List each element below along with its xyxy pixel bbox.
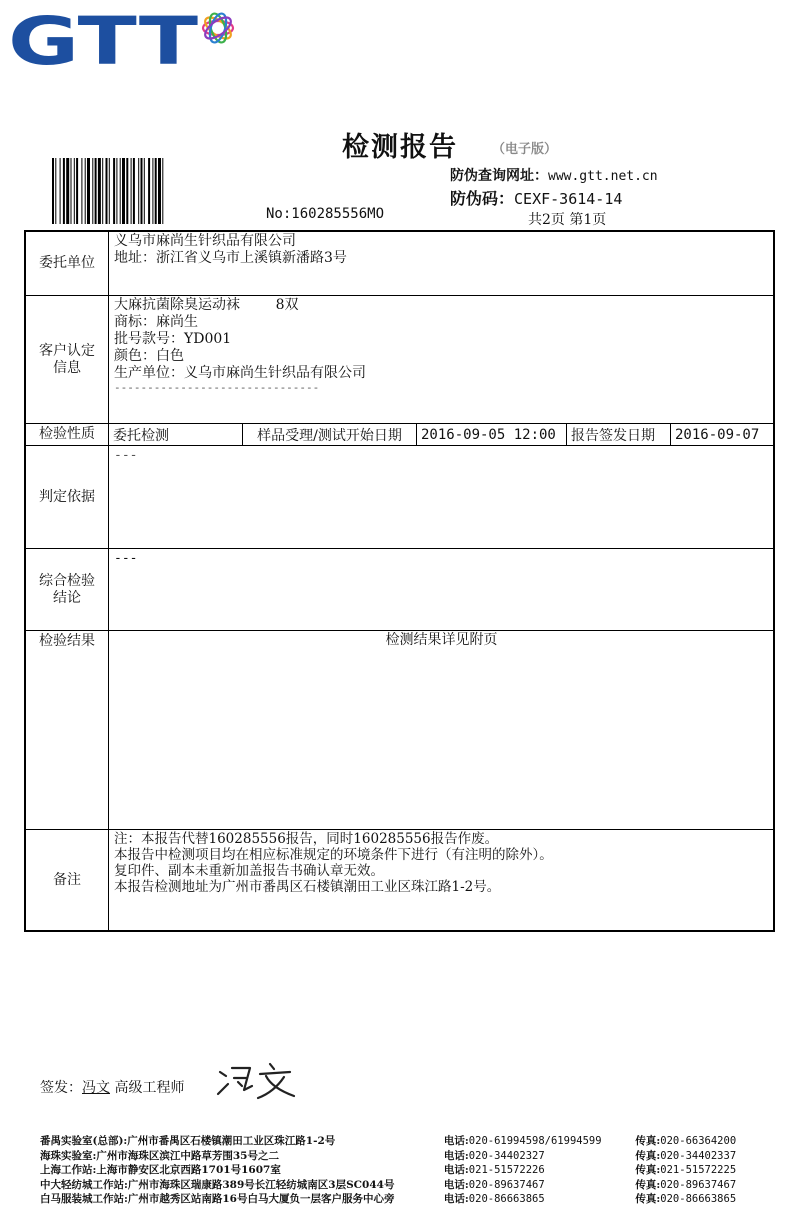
sample-date-value: 2016-09-05 12:00: [417, 424, 567, 445]
fax-value: 020-89637467: [660, 1178, 737, 1191]
verify-url-value[interactable]: www.gtt.net.cn: [548, 169, 658, 184]
tel-label: 电话:: [443, 1149, 469, 1162]
tel-value: 020-86663865: [468, 1193, 545, 1205]
office-name: 白马服装城工作站:广州市越秀区站南路16号白马大厦负一层客户服务中心旁: [40, 1193, 395, 1205]
edition-label: （电子版）: [492, 142, 558, 157]
client-address: 地址：浙江省义乌市上溪镇新潘路3号: [114, 250, 347, 266]
client-label: 委托单位: [26, 232, 109, 295]
tel-value: 020-89637467: [468, 1178, 545, 1191]
remark-line: 本报告检测地址为广州市番禺区石楼镇潮田工业区珠江路1-2号。: [114, 879, 501, 895]
report-table: [24, 230, 775, 932]
manufacturer-line: 生产单位：义乌市麻尚生针织品有限公司: [114, 365, 366, 381]
conclusion-row: [26, 549, 773, 631]
client-row: [26, 232, 773, 296]
basis-label: 判定依据: [26, 446, 109, 548]
remarks-row: [26, 830, 773, 930]
results-row: [26, 631, 773, 830]
nature-label: 检验性质: [26, 424, 109, 445]
info-dashes: -------------------------------: [114, 381, 320, 394]
issue-date-label: 报告签发日期: [567, 424, 671, 445]
fax-label: 传真:: [635, 1149, 661, 1162]
footer-row: [40, 1134, 780, 1149]
gtt-logo: [6, 6, 241, 68]
verify-code-value: CEXF-3614-14: [514, 190, 623, 208]
footer-row: [40, 1178, 780, 1193]
document-title: 检测报告: [342, 132, 458, 163]
report-number: No:160285556MO: [266, 206, 385, 222]
footer-row: [40, 1192, 780, 1207]
basis-value: ---: [114, 448, 138, 463]
client-content: [114, 233, 769, 267]
conclusion-value: ---: [114, 551, 138, 566]
fax-value: 020-66364200: [660, 1135, 737, 1147]
office-name: 中大轻纺城工作站:广州市海珠区瑞康路389号长江轻纺城南区3层SC044号: [40, 1178, 395, 1191]
tel-label: 电话:: [443, 1178, 469, 1191]
nature-value: 委托检测: [109, 424, 243, 445]
basis-row: [26, 446, 773, 549]
tel-value: 020-61994598/61994599: [468, 1135, 602, 1147]
office-name: 上海工作站:上海市静安区北京西路1701号1607室: [40, 1164, 281, 1176]
remark-line: 复印件、副本未重新加盖报告书确认章无效。: [114, 863, 384, 879]
tel-value: 020-34402327: [468, 1149, 545, 1162]
customer-info-row: [26, 296, 773, 424]
customer-info-content: [114, 297, 769, 394]
sample-date-label: 样品受理/测试开始日期: [243, 424, 417, 445]
signature-line: [40, 1077, 184, 1097]
verify-url-label: 防伪查询网址：: [450, 168, 548, 184]
page-count: 共2页 第1页: [528, 212, 607, 228]
signer-title: 高级工程师: [114, 1080, 185, 1096]
tel-label: 电话:: [443, 1193, 469, 1205]
signature-label: 签发：: [40, 1080, 82, 1096]
conclusion-label: 综合检验结论: [26, 549, 109, 630]
product-line: 大麻抗菌除臭运动袜 8双: [114, 297, 299, 313]
verify-code-line: [450, 186, 622, 209]
fax-label: 传真:: [635, 1164, 661, 1176]
office-name: 海珠实验室:广州市海珠区滨江中路草芳围35号之二: [40, 1149, 279, 1162]
results-value: 检测结果详见附页: [385, 632, 498, 648]
brand-line: 商标：麻尚生: [114, 314, 198, 330]
remark-line: 本报告中检测项目均在相应标准规定的环境条件下进行（有注明的除外）。: [114, 847, 553, 863]
tel-value: 021-51572226: [468, 1164, 545, 1176]
results-label: 检验结果: [26, 631, 109, 829]
fax-label: 传真:: [635, 1135, 661, 1147]
batch-line: 批号款号：YD001: [114, 331, 232, 347]
verify-code-label: 防伪码：: [450, 189, 515, 208]
color-line: 颜色：白色: [114, 348, 184, 364]
footer-contacts: [40, 1134, 780, 1207]
barcode-image: [52, 158, 260, 224]
nature-row: [26, 424, 773, 446]
customer-info-label: 客户认定信息: [26, 296, 109, 423]
remarks-label: 备注: [26, 830, 109, 930]
fax-value: 020-86663865: [660, 1193, 737, 1205]
fax-label: 传真:: [635, 1178, 661, 1191]
fax-label: 传真:: [635, 1193, 661, 1205]
footer-row: [40, 1163, 780, 1178]
svg-text:GTT: GTT: [8, 6, 198, 68]
issue-date-value: 2016-09-07: [675, 426, 760, 443]
fax-value: 021-51572225: [660, 1164, 737, 1176]
signer-name: 冯文: [82, 1080, 110, 1096]
remark-line: 注：本报告代替160285556报告，同时160285556报告作废。: [114, 831, 499, 847]
verify-url-line: [450, 165, 658, 185]
fax-value: 020-34402337: [660, 1149, 737, 1162]
office-name: 番禺实验室(总部):广州市番禺区石楼镇潮田工业区珠江路1-2号: [40, 1135, 336, 1147]
handwritten-signature: [214, 1060, 300, 1102]
remarks-content: [114, 831, 769, 895]
footer-row: [40, 1149, 780, 1164]
client-name: 义乌市麻尚生针织品有限公司: [114, 233, 296, 249]
tel-label: 电话:: [443, 1135, 469, 1147]
tel-label: 电话:: [443, 1164, 469, 1176]
